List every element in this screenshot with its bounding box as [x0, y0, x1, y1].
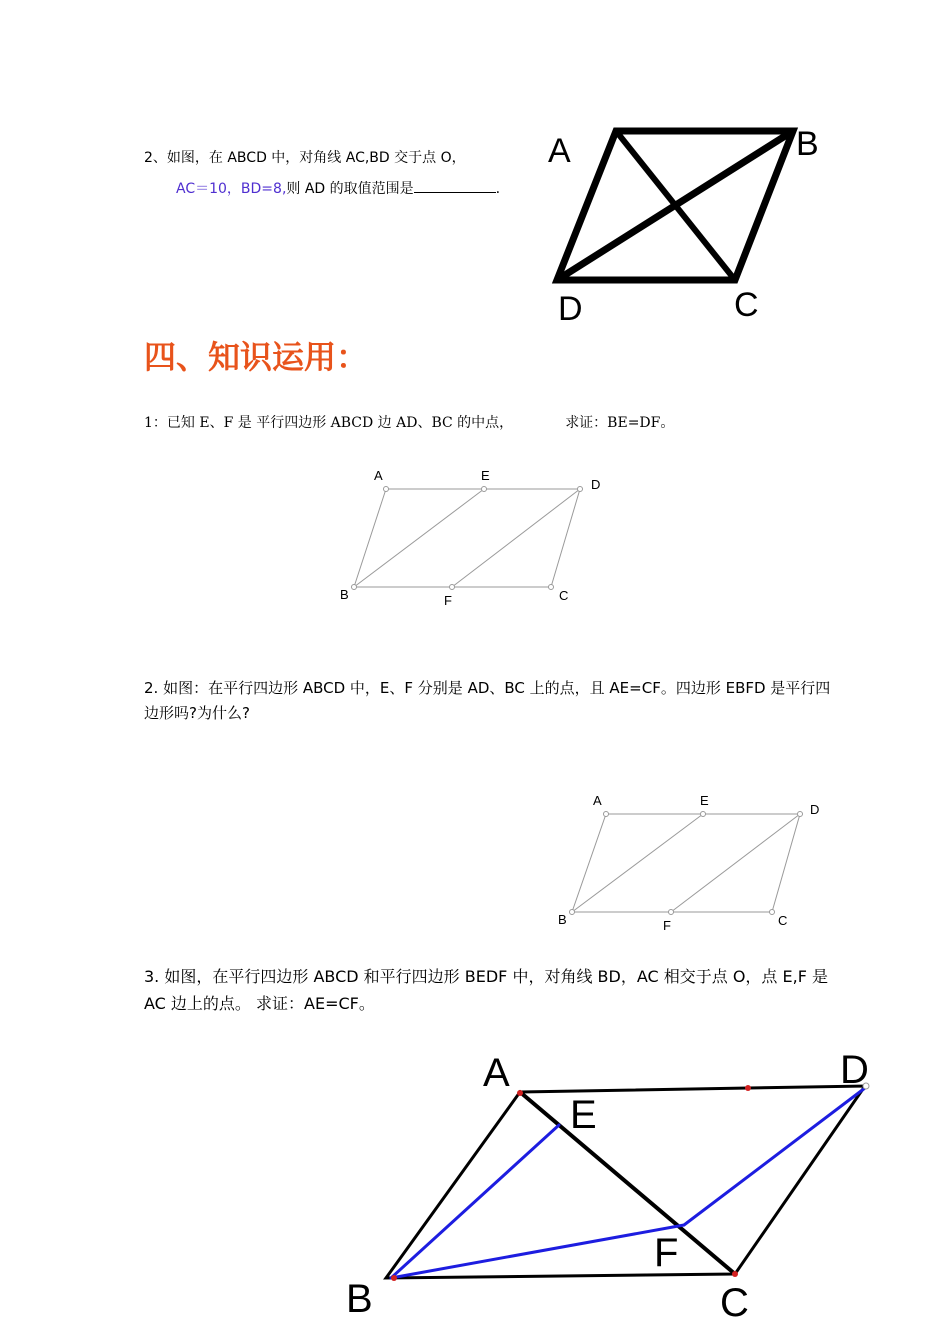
fig2-label-f: F: [444, 593, 452, 608]
fig1-label-b: B: [796, 125, 819, 163]
q1-parallelogram: [354, 489, 580, 587]
q1-segment-fd: [452, 489, 580, 587]
fig3-label-a: A: [593, 793, 602, 808]
q2-segment-be: [572, 814, 703, 912]
question-2-text: 2. 如图：在平行四边形 ABCD 中，E、F 分别是 AD、BC 上的点，且 AE=CF。四边形 EBFD 是平行四边形吗?为什么?: [144, 679, 831, 722]
figure-parallelogram-diagonals: [557, 131, 793, 280]
fig4-label-c: C: [720, 1281, 749, 1325]
fig3-label-d: D: [810, 802, 820, 817]
fig1-label-a: A: [548, 132, 571, 170]
diagonal-bd: [557, 131, 793, 280]
fig2-label-b: B: [340, 587, 349, 602]
q2-parallelogram: [572, 814, 800, 912]
fig4-label-d: D: [840, 1048, 869, 1092]
q2-segment-fd: [671, 814, 800, 912]
figure-question-1: [352, 487, 583, 590]
fig4-label-a: A: [483, 1051, 510, 1095]
fig4-label-f: F: [654, 1231, 679, 1275]
fig1-label-c: C: [734, 286, 759, 324]
figure-question-2: [570, 812, 803, 915]
problem-2-ask: 则 AD 的取值范围是: [286, 181, 414, 197]
problem-2-end: .: [495, 181, 501, 197]
fig3-label-b: B: [558, 912, 567, 927]
q3-segment-be: [391, 1125, 559, 1278]
fig3-label-c: C: [778, 913, 788, 928]
fig2-label-c: C: [559, 588, 569, 603]
fig1-label-d: D: [558, 290, 583, 328]
figure-question-3: [386, 1083, 869, 1281]
question-1-statement: 1：已知 E、F 是 平行四边形 ABCD 边 AD、BC 的中点，: [144, 415, 514, 431]
fig3-label-f: F: [663, 918, 671, 933]
q3-segment-fd: [684, 1088, 865, 1225]
question-3-text: 3. 如图，在平行四边形 ABCD 和平行四边形 BEDF 中，对角线 BD，AC 相交于点 O，点 E,F 是 AC 边上的点。 求证：AE=CF。: [144, 967, 828, 1013]
fig2-label-e: E: [481, 468, 490, 483]
q1-segment-be: [354, 489, 484, 587]
fig4-label-e: E: [570, 1093, 597, 1137]
fig2-label-d: D: [591, 477, 601, 492]
q3-diagonal-ac: [520, 1092, 735, 1274]
problem-2-given: AC＝10，BD=8,: [176, 181, 287, 197]
problem-2-line-1: 2、如图，在 ABCD 中，对角线 AC,BD 交于点 O，: [144, 150, 466, 166]
question-1-prove: 求证：BE=DF。: [565, 415, 675, 431]
fig3-label-e: E: [700, 793, 709, 808]
q3-segment-bf: [391, 1225, 684, 1278]
fig4-label-b: B: [346, 1277, 373, 1321]
section-heading: 四、知识运用：: [144, 338, 369, 376]
fig2-label-a: A: [374, 468, 383, 483]
